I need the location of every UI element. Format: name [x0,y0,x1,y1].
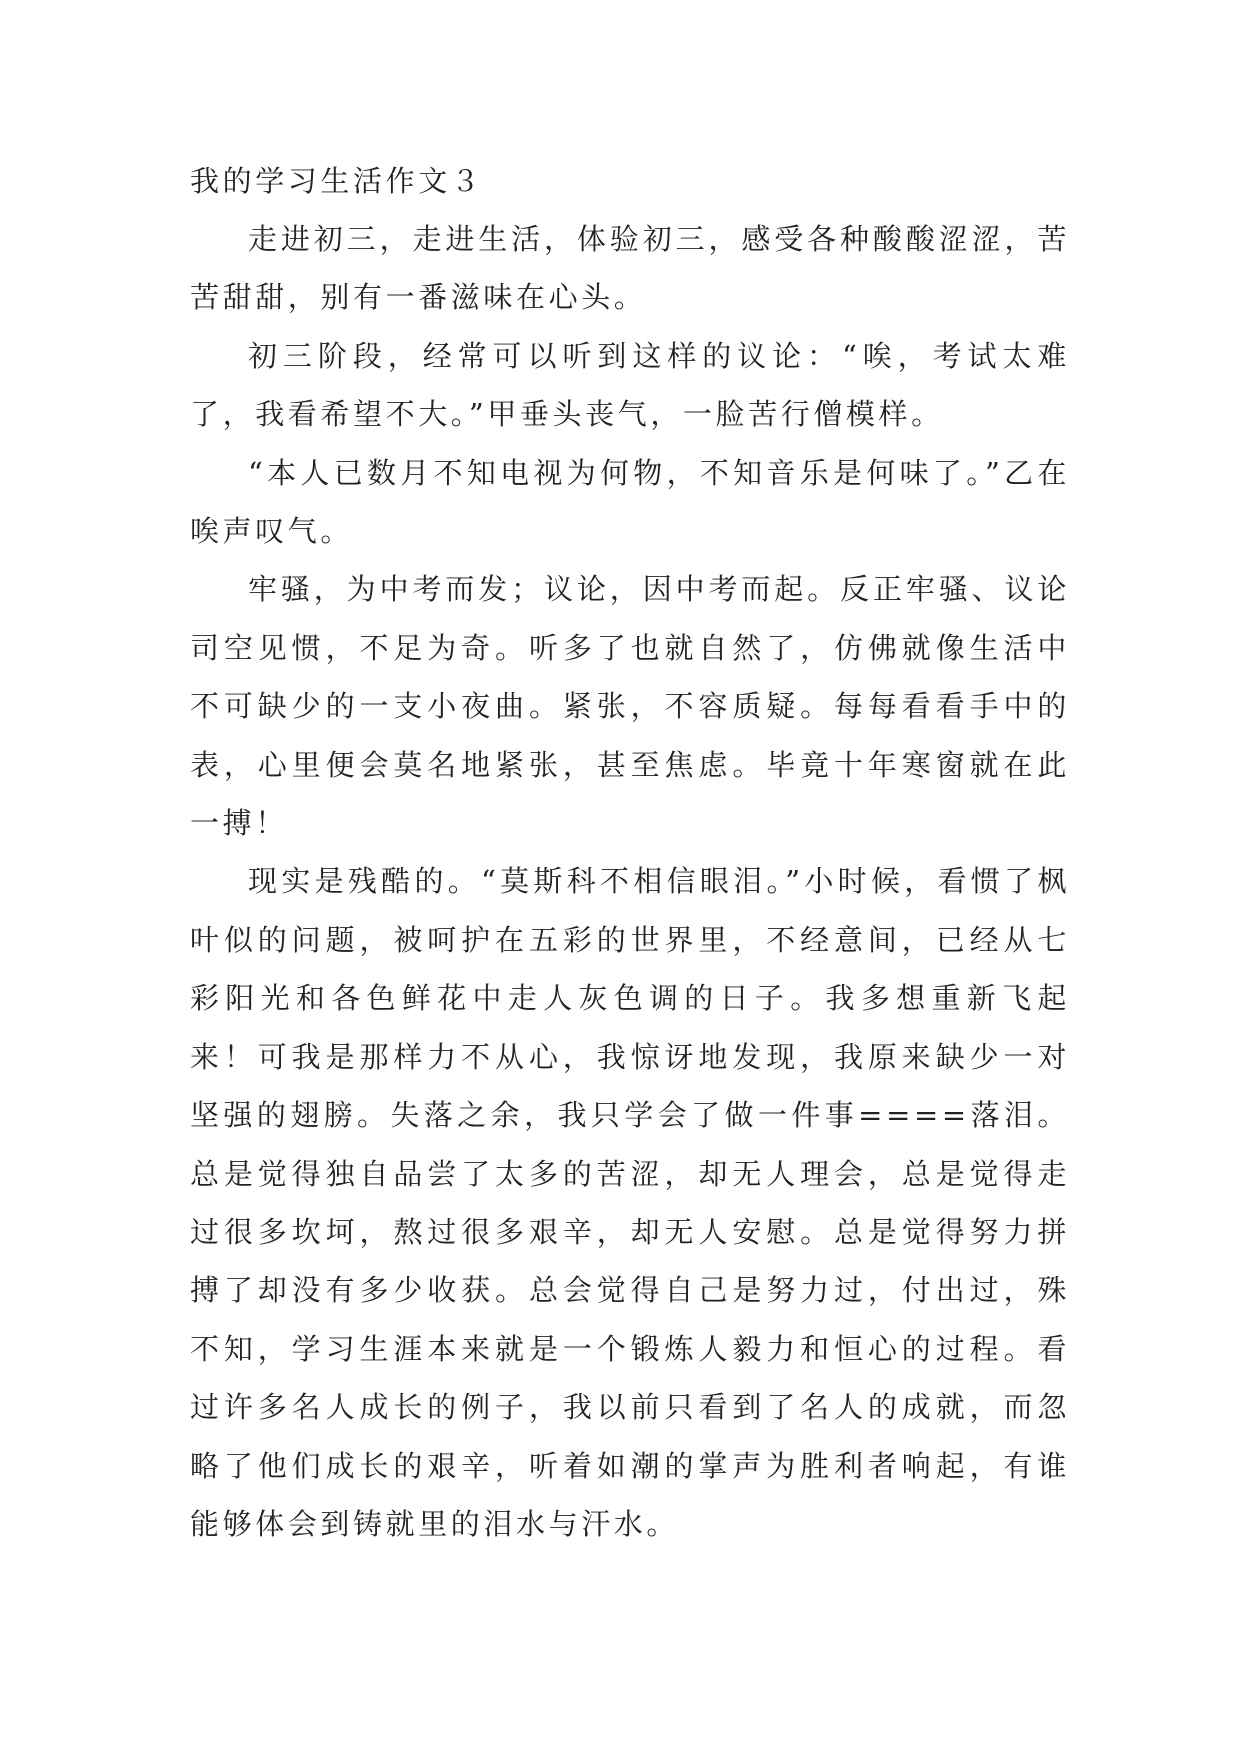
paragraph-2: 初三阶段，经常可以听到这样的议论：“唉，考试太难了，我看希望不大。”甲垂头丧气，一脸苦行僧模样。 [190,338,1070,432]
paragraph-4: 牢骚，为中考而发；议论，因中考而起。反正牢骚、议论司空见惯，不足为奇。听多了也就自然了，仿佛就像生活中不可缺少的一支小夜曲。紧张，不容质疑。每每看看手中的表，心里便会莫名地紧张，甚至焦虑。毕竟十年寒窗就在此一搏！ [190,572,1070,841]
paragraph-3: “本人已数月不知电视为何物，不知音乐是何味了。”乙在唉声叹气。 [190,455,1070,549]
document-title: 我的学习生活作文３ [190,164,484,198]
paragraph-5: 现实是残酷的。“莫斯科不相信眼泪。”小时候，看惯了枫叶似的问题，被呵护在五彩的世界里，不经意间，已经从七彩阳光和各色鲜花中走人灰色调的日子。我多想重新飞起来！可我是那样力不从心，我惊讶地发现，我原来缺少一对坚强的翅膀。失落之余，我只学会了做一件事====落泪。总是觉得独自品尝了太多的苦涩，却无人理会，总是觉得走过很多坎坷，熬过很多艰辛，却无人安慰。总是觉得努力拼搏了却没有多少收获。总会觉得自己是努力过，付出过，殊不知，学习生涯本来就是一个锻炼人毅力和恒心的过程。看过许多名人成长的例子，我以前只看到了名人的成就，而忽略了他们成长的艰辛，听着如潮的掌声为胜利者响起，有谁能够体会到铸就里的泪水与汗水。 [190,864,1070,1541]
document-body [190,152,1070,1553]
paragraph-1: 走进初三，走进生活，体验初三，感受各种酸酸涩涩，苦苦甜甜，别有一番滋味在心头。 [190,222,1070,315]
